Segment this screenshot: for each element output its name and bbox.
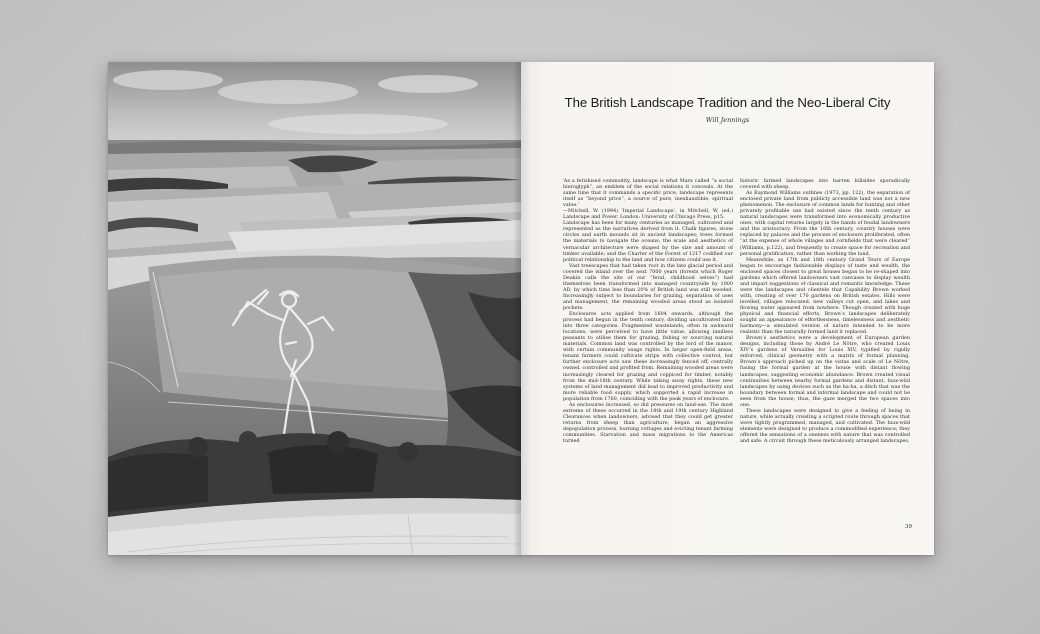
aerial-photograph-chalk-giant — [108, 62, 521, 555]
left-page — [108, 62, 521, 555]
paragraph: As Raymond Williams outlines (1973, pp. 122), the separation of enclosed private land from publicly accessible land was not a new phenomenon. The enclosure of common lands for hunting and other privately profitable use had existed since the tenth century as natural landscapes were transformed into economically productive ones, with capital returns largely in the hands of feudal landowners and the aristocracy. From the 16th century, country houses were replaced by palaces and the process of enclosure proliferated, often “at the expense of whole villages and cornfields that were cleared” (Williams, p.122), and frequently to create space for recreation and personal gratification, rather than working the land. — [740, 190, 910, 257]
paragraph: Enclosures acts applied from 1604 onwards, although the process had begun in the tenth century, dividing uncultivated land into three categories. Fragmented wastelands, often in awkward locations, were perceived to have little value, allowing landless peasants to utilise them for grazing, fishing or sourcing natural materials. Common land was controlled by the lord of the manor, with certain community usage rights. In larger open-field areas, tenant farmers could cultivate strips with collective control, but further enclosure acts saw these increasingly fenced off, centrally owned, controlled and profited from. Remaining wooded areas were increasingly cleared for grazing and coppiced for timber, notably from the mid-18th century. While taking away rights, these new systems of land management did lead to improved productivity and more reliable food supply, which supported a rapid increase in population from 1760, coinciding with the peak years of enclosure. — [563, 311, 733, 402]
page-number: 39 — [905, 524, 912, 530]
article-title: The British Landscape Tradition and the Neo-Liberal City — [564, 95, 891, 110]
paragraph: These landscapes were designed to give a feeling of being in nature, while actually creating a scripted route through spaces that were tightly programmed, managed, and cultivated. The faux-wild elements were designed to produce a commodified experience; they offered the sensations of a oneness with nature that was controlled and safe. A circuit through these meticulously arranged landscapes, — [740, 407, 910, 445]
paragraph: As enclosures increased, so did pressures on land-use. The most extreme of these occurred in the 18th and 19th century Highland Clearances when landowners, advised that they could get greater returns from sheep than agriculture, began an aggressive depopulation process, burning cottages and evicting tenant farming communities. Starvation and mass migrations to the Americas turned — [563, 401, 733, 445]
paragraph: Brown’s aesthetics were a development of European garden designs, including those by André Le Nôtre, who created Louis XIV’s gardens of Versailles for Louis XIV, typified by rigidly enforced, clinical geometry with a matrix of formal planning. Brown’s approach picked up on the vistas and scale of Le Nôtre, fusing the formal garden at the house with distant flowing landscapes, suggesting economic abundance. Brown created visual continuities between nearby formal gardens and distant, faux-wild landscapes by using devices such as the ha-ha, a ditch that was the boundary between formal and informal landscape and could not be seen from the house; thus, the gaze merged the two spaces into one. — [740, 335, 910, 408]
book-spread — [108, 62, 934, 555]
gutter-shadow — [513, 62, 521, 555]
paragraph: Landscape has been for many centuries as managed, cultivated and represented as the narratives derived from it. Chalk figures, stone circles and earth mounds sit in ancient landscapes; trees formed the materials to navigate the oceans; the scale and aesthetics of vernacular architecture were shaped by the size and amount of timber available; and the Charter of the Forest of 1217 codified our political relationship to the land and how citizens could use it. — [563, 220, 733, 263]
right-page — [521, 62, 934, 555]
article-author: Will Jennings — [705, 116, 750, 124]
paragraph: historic farmed landscapes into barren hillsides sporadically covered with sheep. — [740, 178, 910, 191]
paragraph: Vast treescapes that had taken root in the late glacial period and covered the island over the next 7000 years (forests which Roger Deakin calls the site of our “feral, childhood selves”) had themselves been transformed into managed countryside by 1000 AD, by which time less than 20% of British land was still wooded. Increasingly subject to boundaries for grazing, separation of uses and management, the remaining wooded areas stood as isolated pockets. — [563, 262, 733, 311]
epigraph-source: —Mitchell, W. (1994) ‘Imperial Landscape’, in Mitchell, W. (ed.) Landscape and Power. London: University of Chicago Press, p15. — [563, 208, 733, 221]
epigraph-quote: ‘As a fetishised commodity, landscape is what Marx called “a social hieroglyph”, an emblem of the social relations it conceals. At the same time that it commands a specific price, landscape represents itself as “beyond price”, a source of pure, inexhaustible, spiritual value.’ — [563, 178, 733, 209]
text-column-right — [740, 178, 910, 444]
paragraph: Meanwhile, as 17th and 18th century Grand Tours of Europe began to encourage fashionable displays of taste and wealth, the enclosed spaces closest to great houses began to be re-shaped into gardens which offered landowners vast canvases to display wealth and impart suggestions of classical and romantic knowledge. These were the landscapes and clientele that Capability Brown worked with, creating of over 170 gardens on British estates. Hills were levelled, villages relocated, new valleys cut open, and lakes and flowing water appeared from nowhere. Though created with huge physical and financial efforts, Brown’s landscapes deliberately sought an appearance of effortlessness, timelessness and aesthetic harmony—a simulated version of nature intended to be more realistic than the naturally formed land it replaced. — [740, 256, 910, 336]
text-column-left — [563, 178, 733, 444]
